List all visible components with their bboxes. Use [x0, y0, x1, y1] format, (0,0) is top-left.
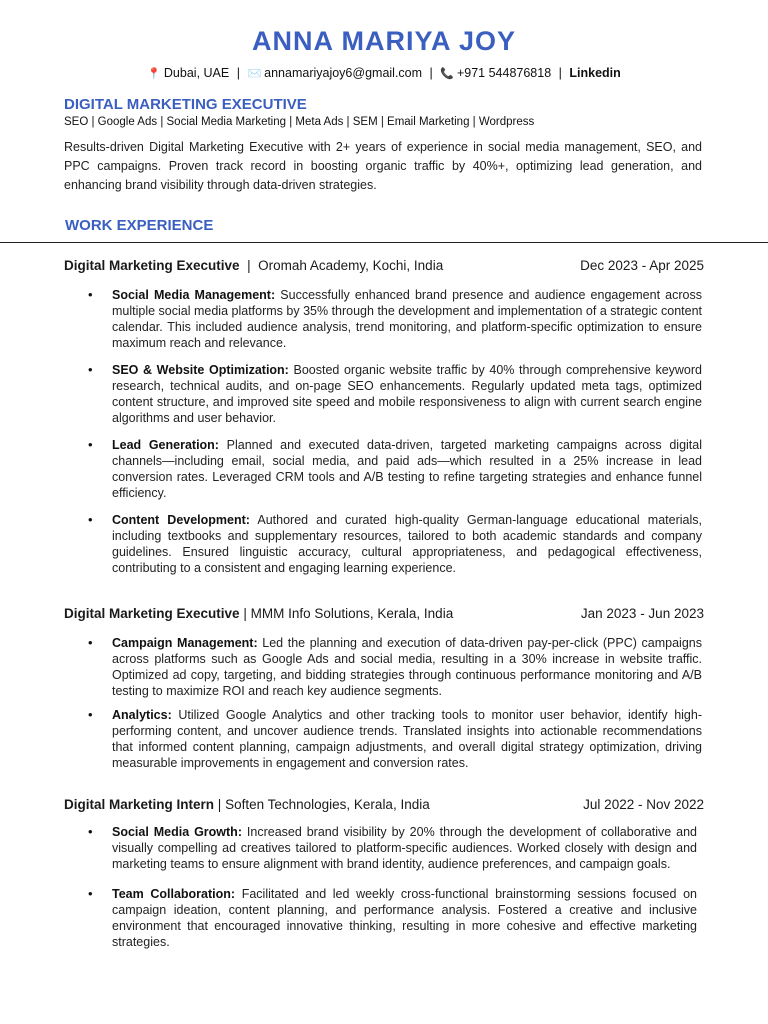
separator: |: [217, 797, 222, 812]
linkedin-link[interactable]: Linkedin: [569, 66, 621, 80]
bullet-text: Planned and executed data-driven, targeted marketing campaigns across digital channels—including email, social media, and paid ads—which resulted in a 25% increase in lead conversion rates. Leveraged CRM tools and A/B testing to refine targeting strategies and enhance funnel efficiency.: [112, 438, 702, 500]
bullet-item: [64, 362, 702, 426]
bullet-text: Facilitated and led weekly cross-functional brainstorming sessions focused on campaign ideation, content planning, and performance analysis. Fostered a creative and inclusive environment that encouraged innovative thinking, resulting in more cohesive and effective marketing strategies.: [112, 887, 697, 949]
bullet-label: SEO & Website Optimization:: [112, 363, 289, 377]
job-organization: MMM Info Solutions, Kerala, India: [250, 606, 454, 621]
bullet-label: Social Media Management:: [112, 288, 276, 302]
job-entry: [64, 258, 704, 576]
bullet-text: Led the planning and execution of data-driven pay-per-click (PPC) campaigns across platforms such as Google Ads and social media, resulting in a 30% increase in website traffic. Optimized ad copy, targeting, and bidding strategies through continuous performance monitoring and A/B testing to maximize ROI and reach key audience segments.: [112, 636, 702, 698]
bullet-item: [64, 437, 702, 501]
job-entry: [64, 797, 704, 950]
bullet-item: [64, 824, 697, 872]
bullet-item: [64, 635, 702, 699]
phone-icon: 📞: [440, 68, 454, 80]
bullet-label: Analytics:: [112, 708, 172, 722]
bullet-label: Campaign Management:: [112, 636, 258, 650]
email-link[interactable]: annamariyajoy6@gmail.com: [264, 66, 423, 80]
pin-icon: 📍: [147, 68, 161, 80]
separator: |: [236, 66, 240, 80]
separator: |: [243, 606, 247, 621]
job-title: Digital Marketing Executive: [64, 606, 240, 621]
bullet-text: Successfully enhanced brand presence and audience engagement across multiple social media platforms by 35% through the development and implementation of a strategic content calendar. This included audience analysis, trend monitoring, and platform-specific optimization to ensure maximum reach and relevance.: [112, 288, 703, 350]
bullet-label: Content Development:: [112, 513, 250, 527]
bullet-item: [64, 707, 702, 771]
bullet-text: Increased brand visibility by 20% through the development of collaborative and visually compelling ad creatives tailored to platform-specific audiences. Worked closely with design and marketing teams to ensure alignment with brand identity, audience preferences, and campaign goals.: [112, 825, 697, 871]
job-bullets: [64, 635, 704, 771]
job-date: Dec 2023 - Apr 2025: [580, 258, 704, 273]
bullet-label: Lead Generation:: [112, 438, 219, 452]
bullet-text: Utilized Google Analytics and other tracking tools to monitor user behavior, identify high-performing content, and uncover audience trends. Translated insights into actionable recommendations that informed content planning, campaign adjustments, and overall digital strategy optimization, driving measurable improvements in engagement and conversion rates.: [112, 708, 702, 770]
job-header: [64, 258, 704, 278]
bullet-item: [64, 512, 702, 576]
job-bullets: [64, 824, 704, 950]
phone-number[interactable]: +971 544876818: [456, 66, 552, 80]
job-header: [64, 797, 704, 817]
profile-title: DIGITAL MARKETING EXECUTIVE: [64, 96, 307, 113]
job-title: Digital Marketing Intern: [64, 797, 215, 812]
job-bullets: [64, 287, 704, 576]
work-experience-heading: WORK EXPERIENCE: [65, 217, 214, 234]
job-organization: Soften Technologies, Kerala, India: [225, 797, 430, 812]
email-icon: ✉️: [247, 68, 262, 80]
candidate-name: ANNA MARIYA JOY: [251, 26, 517, 56]
bullet-item: [64, 287, 702, 351]
bullet-text: Boosted organic website traffic by 40% through comprehensive keyword research, technical audits, and on-page SEO enhancements. Regularly updated meta tags, optimized content structure, and improved site speed and mobile responsiveness to align with current search engine algorithms and user behavior.: [112, 363, 702, 425]
bullet-item: [64, 886, 697, 950]
separator: |: [243, 258, 255, 273]
job-date: Jul 2022 - Nov 2022: [583, 797, 704, 812]
location: Dubai, UAE: [163, 66, 230, 80]
contact-line: [0, 66, 768, 80]
job-organization: Oromah Academy, Kochi, India: [258, 258, 444, 273]
separator: |: [429, 66, 433, 80]
job-date: Jan 2023 - Jun 2023: [580, 606, 704, 621]
job-header: [64, 606, 704, 626]
separator: |: [558, 66, 562, 80]
bullet-label: Team Collaboration:: [112, 887, 236, 901]
summary-paragraph: Results-driven Digital Marketing Executive with 2+ years of experience in social media management, SEO, and PPC campaigns. Proven track record in boosting organic traffic by 40%+, optimizing lead generation, and enhancing brand visibility through data-driven strategies.: [64, 140, 702, 192]
bullet-label: Social Media Growth:: [112, 825, 242, 839]
section-divider: [0, 242, 768, 243]
bullet-text: Authored and curated high-quality German-language educational materials, including textbooks and supplementary resources, tailored to both academic standards and company guidelines. Ensured linguistic accuracy, cultural appropriateness, and pedagogical effectiveness, contributing to a consistent and engaging learning experience.: [112, 513, 702, 575]
skills-line: SEO | Google Ads | Social Media Marketing | Meta Ads | SEM | Email Marketing | Wordpress: [64, 116, 535, 128]
job-title: Digital Marketing Executive: [64, 258, 240, 273]
job-entry: [64, 606, 704, 771]
